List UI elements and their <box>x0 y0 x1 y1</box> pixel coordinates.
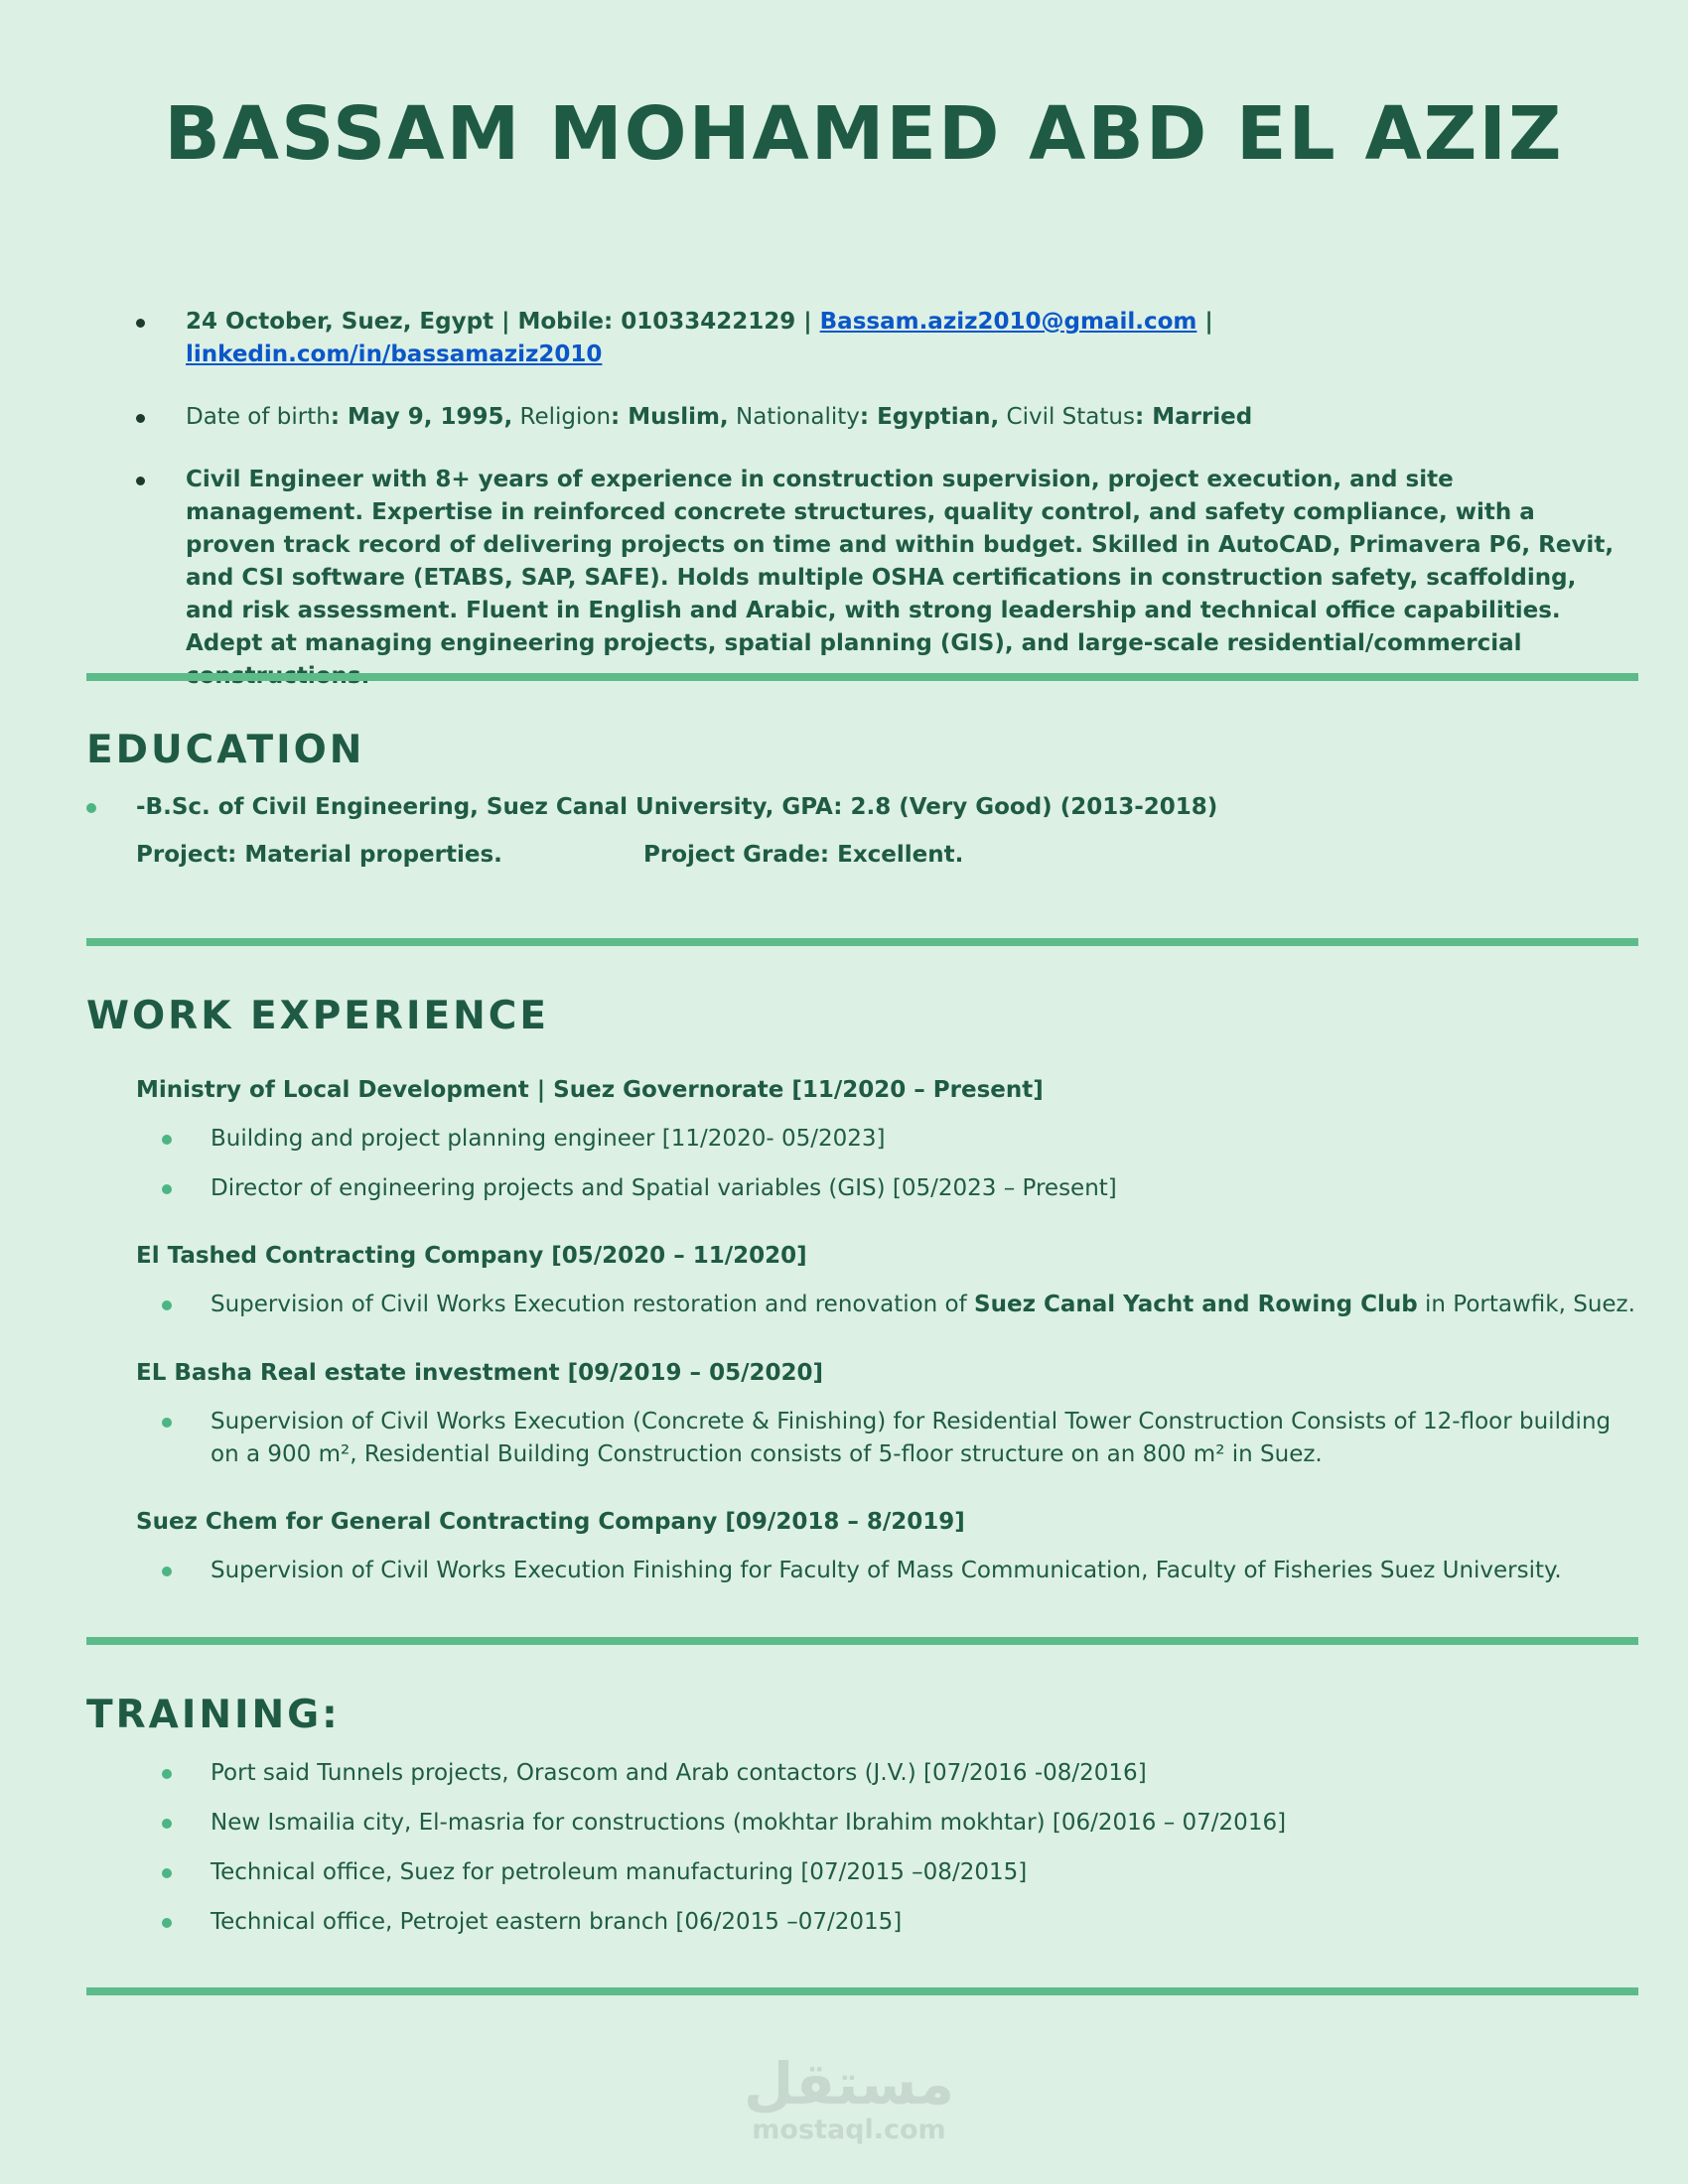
job-duty-text: Supervision of Civil Works Execution Finishing for Faculty of Mass Communication, Faculty of Fisheries Suez University. <box>211 1558 1562 1583</box>
training-text: Port said Tunnels projects, Orascom and Arab contactors (J.V.) [07/2016 -08/2016] <box>211 1760 1147 1786</box>
bullet-icon <box>162 1184 172 1194</box>
nationality-label: Nationality <box>728 404 860 430</box>
job-duty <box>136 1406 1635 1471</box>
degree-item <box>86 791 1477 824</box>
education-heading: EDUCATION <box>86 728 365 772</box>
email-link[interactable]: Bassam.aziz2010@gmail.com <box>819 309 1197 335</box>
job-entry <box>136 1506 1635 1604</box>
job-duty-text: Director of engineering projects and Spatial variables (GIS) [05/2023 – Present] <box>211 1175 1117 1201</box>
training-item <box>136 1906 1635 1939</box>
training-item <box>136 1856 1635 1889</box>
education-entry <box>86 791 1477 824</box>
job-duty <box>136 1289 1635 1321</box>
bullet-icon <box>136 414 145 423</box>
training-text: New Ismailia city, El-masria for constructions (mokhtar Ibrahim mokhtar) [06/2016 – 07/2016] <box>211 1810 1287 1836</box>
bullet-icon <box>162 1769 172 1779</box>
separator: | <box>1196 309 1213 335</box>
training-heading: TRAINING: <box>86 1693 341 1737</box>
bullet-icon <box>162 1418 172 1428</box>
club-name: Suez Canal Yacht and Rowing Club <box>974 1292 1418 1317</box>
summary <box>134 464 1623 693</box>
section-divider <box>86 1637 1638 1645</box>
watermark-arabic: مستقل <box>743 2050 955 2117</box>
job-entry <box>136 1240 1635 1338</box>
training-text: Technical office, Petrojet eastern branch [06/2015 –07/2015] <box>211 1909 903 1935</box>
section-divider <box>86 673 1638 681</box>
job-duty-text: Building and project planning engineer [11/2020- 05/2023] <box>211 1126 886 1152</box>
address-mobile: 24 October, Suez, Egypt | Mobile: 01033422129 | <box>186 309 820 335</box>
bullet-icon <box>162 1918 172 1928</box>
job-title: EL Basha Real estate investment [09/2019 – 05/2020] <box>136 1360 823 1386</box>
training-item <box>136 1807 1635 1840</box>
religion-label: Religion <box>512 404 612 430</box>
training-text: Technical office, Suez for petroleum manufacturing [07/2015 –08/2015] <box>211 1859 1028 1885</box>
job-entry <box>136 1357 1635 1488</box>
job-title: Ministry of Local Development | Suez Governorate [11/2020 – Present] <box>136 1077 1044 1103</box>
job-title: El Tashed Contracting Company [05/2020 – 11/2020] <box>136 1243 807 1269</box>
education-project: Project: Material properties. <box>136 842 502 868</box>
education-project-grade: Project Grade: Excellent. <box>643 842 964 868</box>
contact-line <box>134 306 1623 371</box>
bullet-icon <box>162 1567 172 1576</box>
job-duty-text: Supervision of Civil Works Execution restoration and renovation of <box>211 1292 975 1317</box>
contact-section <box>134 306 1623 723</box>
religion-value: : Muslim, <box>611 404 729 430</box>
job-duty <box>136 1172 1635 1205</box>
bullet-icon <box>162 1819 172 1829</box>
job-duty <box>136 1555 1635 1587</box>
status-value: : Married <box>1134 404 1253 430</box>
dob-value: : May 9, 1995, <box>330 404 513 430</box>
job-entry <box>136 1074 1635 1222</box>
bullet-icon <box>162 1868 172 1878</box>
training-item <box>136 1757 1635 1790</box>
job-duty <box>136 1123 1635 1156</box>
linkedin-link[interactable]: linkedin.com/in/bassamaziz2010 <box>186 341 603 367</box>
dob-label: Date of birth <box>186 404 331 430</box>
job-duty-location: in Portawfik, Suez. <box>1417 1292 1635 1317</box>
degree-text: -B.Sc. of Civil Engineering, Suez Canal University, GPA: 2.8 (Very Good) (2013-2018) <box>136 794 1218 820</box>
bullet-icon <box>86 803 96 813</box>
candidate-name: BASSAM MOHAMED ABD EL AZIZ <box>164 91 1564 177</box>
job-title: Suez Chem for General Contracting Company [09/2018 – 8/2019] <box>136 1509 965 1535</box>
bullet-icon <box>162 1135 172 1145</box>
summary-text: Civil Engineer with 8+ years of experience in construction supervision, project execution, and site management. Expertise in reinforced concrete structures, quality control, and safety compliance, with a proven track record of delivering projects on time and within budget. Skilled in AutoCAD, Primavera P6, Revit, and CSI software (ETABS, SAP, SAFE). Holds multiple OSHA certifications in construction safety, scaffolding, and risk assessment. Fluent in English and Arabic, with strong leadership and technical office capabilities. Adept at managing engineering projects, spatial planning (GIS), and large-scale residential/commercial <box>186 467 1615 656</box>
section-divider <box>86 1987 1638 1995</box>
personal-info-line <box>134 401 1623 434</box>
bullet-icon <box>136 319 145 328</box>
watermark-logo <box>735 2050 963 2145</box>
watermark-url: mostaql.com <box>752 2115 946 2145</box>
nationality-value: : Egyptian, <box>859 404 1000 430</box>
job-duty-text: Supervision of Civil Works Execution (Concrete & Finishing) for Residential Tower Construction Consists of 12-floor building on a 900 m², Residential Building Construction consists of 5-floor structure on an 800 m² in Suez. <box>211 1409 1612 1467</box>
status-label: Civil Status <box>999 404 1135 430</box>
work-experience-heading: WORK EXPERIENCE <box>86 994 550 1038</box>
training-list <box>136 1757 1635 1956</box>
bullet-icon <box>162 1300 172 1310</box>
bullet-icon <box>136 477 145 485</box>
section-divider <box>86 938 1638 946</box>
